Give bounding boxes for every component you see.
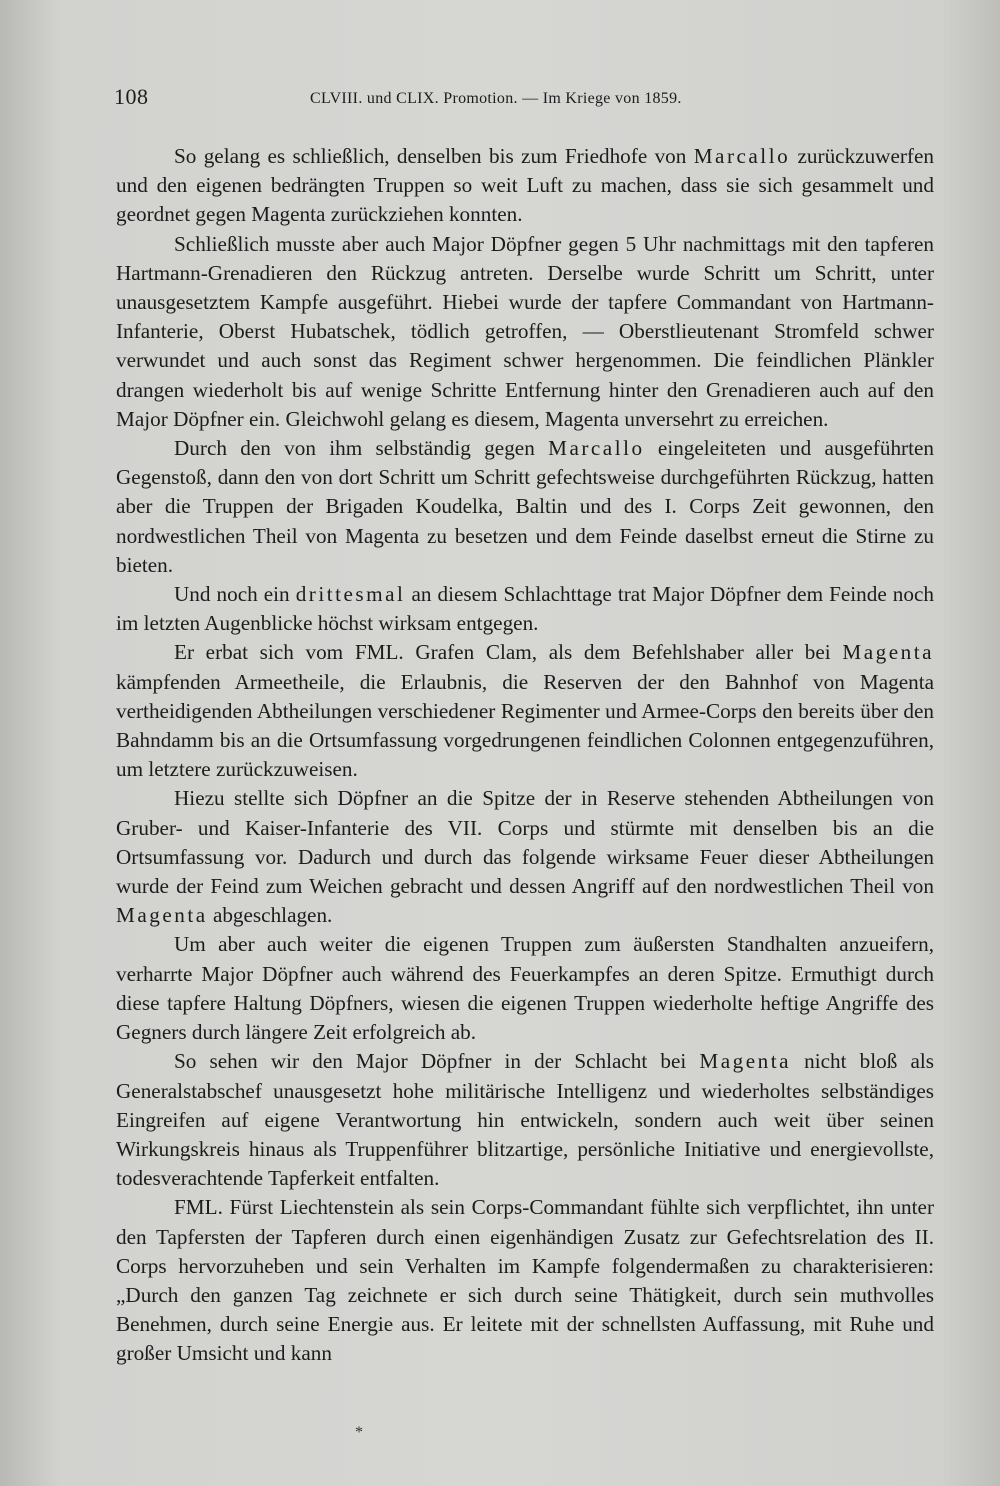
page-header (114, 84, 754, 114)
text-run: Schließlich musste aber auch Major Döpfner gegen 5 Uhr nachmittags mit den tapferen Hartmann-Grenadieren den Rückzug antreten. Derselbe wurde Schritt um Schritt, unter unausgesetztem Kampfe ausgeführt. Hiebei wurde der tapfere Commandant von Hartmann-Infanterie, Oberst Hubatschek, tödlich getroffen, — Oberstlieutenant Stromfeld schwer verwundet und auch sonst das Regiment schwer hergenommen. Die feindlichen Plänkler drangen wiederholt bis auf wenige Schritte Entfernung hinter den Grenadieren auch auf den Major Döpfner ein. Gleichwohl gelang es diesem, Magenta unversehrt zu erreichen. (116, 231, 934, 431)
paragraph (116, 580, 934, 638)
text-run: Er erbat sich vom FML. Grafen Clam, als dem Befehlshaber aller bei (174, 640, 843, 665)
text-run: Um aber auch weiter die eigenen Truppen zum äußersten Standhalten anzueifern, verharrte Major Döpfner auch während des Feuerkampfes an deren Spitze. Ermuthigt durch diese tapfere Haltung Döpfners, wiesen die eigenen Truppen wiederholte heftige Angriffe des Gegners durch längere Zeit erfolgreich ab. (116, 932, 934, 1045)
text-run: Durch den von ihm selbständig gegen (174, 436, 549, 461)
spaced-name: Magenta (116, 903, 208, 928)
text-run: So gelang es schließlich, denselben bis zum Friedhofe von (174, 144, 694, 168)
text-run: So sehen wir den Major Döpfner in der Schlacht bei (174, 1049, 700, 1074)
paragraph (116, 1047, 934, 1193)
paragraph (116, 230, 934, 434)
text-run: abgeschlagen. (207, 903, 333, 928)
text-run: FML. Fürst Liechtenstein als sein Corps-Commandant fühlte sich verpflichtet, ihn unter den Tapfersten der Tapferen durch einen eigenhändigen Zusatz zur Gefechtsrelation des II. Corps hervorzuheben und sein Verhalten im Kampfe folgendermaßen zu charakterisieren: „Durch den ganzen Tag zeichnete er sich durch seine Thätigkeit, durch sein muthvolles Benehmen, durch seine Energie aus. Er leitete mit der schnellsten Auffassung, mit Ruhe und großer Umsicht und kann (116, 1195, 934, 1366)
text-run: Hiezu stellte sich Döpfner an die Spitze der in Reserve stehenden Abtheilungen von Gruber- und Kaiser-Infanterie des VII. Corps und stürmte mit denselben bis an die Ortsumfassung vor. Dadurch und durch das folgende wirksame Feuer dieser Abtheilungen wurde der Feind zum Weichen gebracht und dessen Angriff auf den nordwestlichen Theil von (116, 786, 934, 899)
text-run: nicht bloß als Generalstabschef unausgesetzt hohe militärische Intelligenz und wiederholtes selbständiges Eingreifen auf eigene Verantwortung hin entwickeln, sondern auch weit über seinen Wirkungskreis hinaus als Truppenführer blitzartige, persönliche Initiative und energievollste, todesverachtende Tapferkeit entfalten. (116, 1049, 934, 1191)
paragraph (116, 784, 934, 930)
running-head: CLVIII. und CLIX. Promotion. — Im Kriege von 1859. (310, 90, 682, 107)
text-run: kämpfenden Armeetheile, die Erlaubnis, die Reserven der den Bahnhof von Magenta vertheidigenden Abtheilungen verschiedener Regimenter und Armee-Corps den bereits über den Bahndamm bis an die Ortsumfassung vorgedrungenen feindlichen Colonnen entgegenzuführen, um letztere zurückzuweisen. (116, 669, 934, 782)
paragraph (116, 930, 934, 1047)
paragraph (116, 1193, 934, 1368)
footer-mark: * (355, 1424, 363, 1441)
paragraph (116, 142, 934, 230)
spaced-name: Marcallo (693, 144, 791, 168)
paragraph (116, 638, 934, 784)
spaced-name: drittesmal (295, 582, 406, 607)
text-run: an diesem Schlachttage trat Major Döpfner dem Feinde noch im letzten Augenblicke höchst wirksam entgegen. (116, 582, 934, 636)
text-run: Und noch ein (174, 582, 296, 607)
spaced-name: Magenta (842, 640, 934, 665)
spaced-name: Magenta (699, 1049, 792, 1074)
body-text (116, 142, 934, 1369)
spaced-name: Marcallo (548, 436, 645, 461)
paragraph (116, 434, 934, 580)
text-run: zurückzuwerfen und den eigenen bedrängten Truppen so weit Luft zu machen, dass sie sich gesammelt und geordnet gegen Magenta zurückziehen konnten. (116, 144, 934, 227)
page-number: 108 (114, 84, 149, 109)
text-run: eingeleiteten und ausgeführten Gegenstoß, dann den von dort Schritt um Schritt gefechtsweise durchgeführten Rückzug, hatten aber die Truppen der Brigaden Koudelka, Baltin und des I. Corps Zeit gewonnen, den nordwestlichen Theil von Magenta zu besetzen und dem Feinde daselbst erneut die Stirne zu bieten. (116, 436, 934, 577)
